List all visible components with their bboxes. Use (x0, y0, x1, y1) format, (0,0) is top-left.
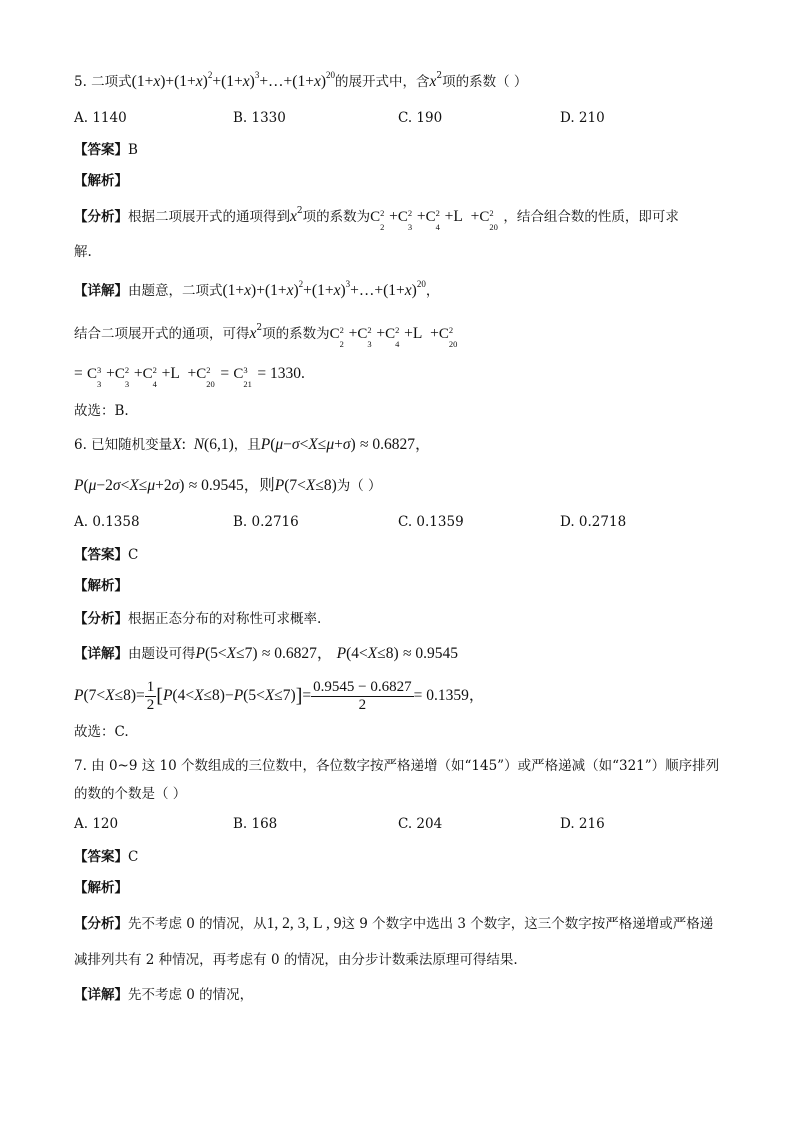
q5-line2-text-a: 结合二项展开式的通项，可得 (74, 326, 250, 342)
answer-tag: 【答案】 (74, 142, 128, 158)
q6-conclusion: 故选：C. (74, 724, 129, 740)
q5-analysis-heading (74, 171, 128, 191)
q5-fenxi-text-c: ，结合组合数的性质，即可求 (503, 209, 679, 225)
q6-fraction-numerator: 0.9545 − 0.6827 (313, 679, 412, 695)
q7-stem-line1: 7. 由 0~9 这 10 个数组成的三位数中，各位数字按严格递增（如“145”）或严格递减（如“321”）顺序排列 (74, 758, 720, 774)
xiangjie-tag: 【详解】 (74, 646, 128, 662)
answer-tag: 【答案】 (74, 547, 128, 563)
q6-line2-value: ≈ 0.9545，则 (188, 477, 275, 494)
q5-option-d: D. 210 (560, 110, 605, 126)
q5-answer (74, 140, 138, 160)
fenxi-tag: 【分析】 (74, 611, 128, 627)
q6-option-b: B. 0.2716 (233, 514, 299, 530)
q5-derivation-line2: = C 3 3 +C 2 3 +C 2 4 +L +C 2 20 = C 3 21 = 1330. (74, 365, 305, 389)
q5-derivation-line1: 结合二项展开式的通项，可得$x^2$项的系数为C 2 2 +C 2 3 +C 2 4 +L +C 2 20 (74, 323, 458, 349)
q6-stem-value: ≈ 0.6827， (359, 436, 431, 453)
q6-answer (74, 545, 138, 565)
q6-stem: 6. 已知随机变量X: N(6,1)，且P(μ−σ<X≤μ+σ) ≈ 0.6827， (74, 436, 431, 453)
q5-conclusion: 故选：B. (74, 403, 129, 419)
q5-fenxi: 【分析】根据二项展开式的通项得到$x^2$项的系数为C 2 2 +C 2 3 +C 2 4 +L +C 2 20 ，结合组合数的性质，即可求 (74, 206, 679, 232)
q6-stem-line2: P(μ−2σ<X≤μ+2σ) ≈ 0.9545，则P(7<X≤8)为（ ） (74, 477, 382, 494)
q5-fenxi-line2: 解. (74, 244, 92, 260)
q6-stem-prefix: 6. 已知随机变量 (74, 437, 173, 453)
q5-stem-expression: $(1+x)+(1+x)^2+(1+x)^3+\dots+(1+x)^{20}$ (131, 70, 336, 90)
q6-derivation: P(7<X≤8)= $\frac{1}{2}$ [P(4<X≤8)−P(5<X≤7)]= $\frac{0.9545 - 0.6827}{2}$ = 0.1359， (74, 679, 485, 713)
q7-answer (74, 847, 138, 867)
q5-option-c: C. 190 (398, 110, 443, 126)
q5-result: = 1330. (257, 365, 305, 382)
q5-answer-value: B (128, 142, 138, 158)
xiangjie-tag: 【详解】 (74, 283, 128, 299)
q5-xiangjie: 【详解】由题意，二项式$(1+x)+(1+x)^2+(1+x)^3+\dots+(1+x)^{20}$， (74, 279, 440, 299)
q7-fenxi-line2: 减排列共有 2 种情况，再考虑有 0 的情况，由分步计数乘法原理可得结果. (74, 952, 518, 968)
q5-stem-prefix: 5. 二项式 (74, 74, 132, 90)
q6-option-c: C. 0.1359 (398, 514, 464, 530)
q6-answer-value: C (128, 547, 139, 563)
q7-xiangjie (74, 985, 253, 1005)
q7-answer-value: C (128, 849, 139, 865)
q5-stem: 5. 二项式$(1+x)+(1+x)^2+(1+x)^3+\dots+(1+x)^{20}$的展开式中，含$x^2$项的系数（ ） (74, 70, 528, 90)
q6-result: = 0.1359， (413, 687, 485, 704)
q6-option-d: D. 0.2718 (560, 514, 627, 530)
analysis-tag: 【解析】 (74, 173, 128, 189)
q7-fenxi-text-a: 先不考虑 0 的情况，从 (128, 916, 267, 932)
xiangjie-tag: 【详解】 (74, 987, 128, 1003)
q5-fenxi-text-b: 项的系数为 (302, 209, 371, 225)
q5-option-a: A. 1140 (74, 110, 127, 126)
q5-fenxi-text-a: 根据二项展开式的通项得到 (128, 209, 290, 225)
q6-xiangjie-value-a: ≈ 0.6827， (261, 645, 333, 662)
q7-analysis-heading (74, 878, 128, 898)
q6-fenxi-text: 根据正态分布的对称性可求概率. (128, 611, 322, 627)
q5-line2-text-b: 项的系数为 (262, 326, 330, 342)
q5-stem-middle: 的展开式中，含 (335, 74, 430, 90)
q7-option-d: D. 216 (560, 816, 605, 832)
q6-xiangjie-value-b: ≈ 0.9545 (402, 645, 458, 662)
q7-xiangjie-text: 先不考虑 0 的情况， (128, 987, 254, 1003)
fenxi-tag: 【分析】 (74, 209, 128, 225)
q5-stem-suffix: 项的系数（ ） (442, 74, 528, 90)
q7-fenxi-text-b: 这 9 个数字中选出 3 个数字，这三个数字按严格递增或严格递 (341, 916, 714, 932)
q6-line2-suffix: 为（ ） (336, 478, 382, 494)
q5-xiangjie-comma: ， (425, 283, 440, 299)
q6-stem-middle: ，且 (233, 437, 261, 453)
q6-fenxi (74, 609, 321, 629)
q7-option-a: A. 120 (74, 816, 119, 832)
q6-fraction-denominator: 2 (358, 697, 367, 713)
q7-option-c: C. 204 (398, 816, 443, 832)
q5-option-b: B. 1330 (233, 110, 286, 126)
q6-analysis-heading (74, 576, 128, 596)
q7-option-b: B. 168 (233, 816, 278, 832)
q7-fenxi-sequence: 1, 2, 3, L , 9 (266, 915, 342, 932)
q5-xiangjie-text: 由题意，二项式 (128, 283, 223, 299)
q6-xiangjie-text: 由题设可得 (128, 646, 196, 662)
q7-stem-line2: 的数的个数是（ ） (74, 786, 187, 802)
q6-option-a: A. 0.1358 (74, 514, 140, 530)
half-fraction: $\frac{1}{2}$ (146, 679, 155, 713)
analysis-tag: 【解析】 (74, 880, 128, 896)
analysis-tag: 【解析】 (74, 578, 128, 594)
q7-fenxi (74, 914, 713, 934)
fenxi-tag: 【分析】 (74, 916, 128, 932)
q6-fraction (311, 679, 413, 714)
answer-tag: 【答案】 (74, 849, 128, 865)
q6-xiangjie: 【详解】由题设可得P(5<X≤7) ≈ 0.6827， P(4<X≤8) ≈ 0.9545 (74, 645, 458, 662)
